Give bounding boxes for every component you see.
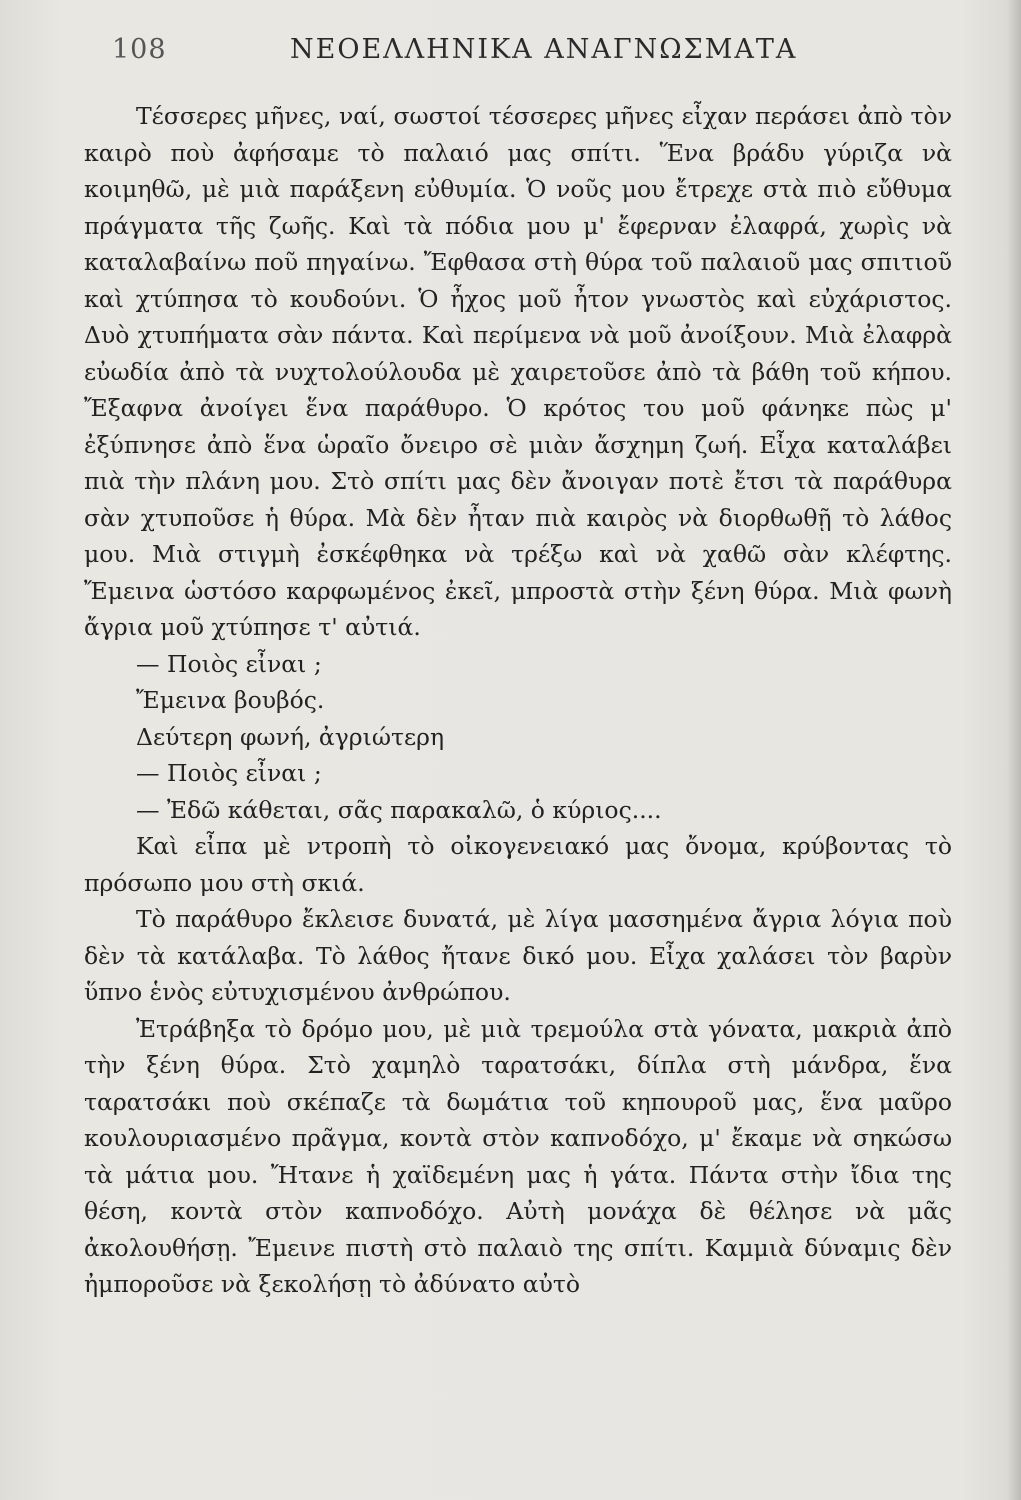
body-text xyxy=(84,98,952,1303)
running-head xyxy=(0,34,1021,74)
paragraph: Καὶ εἶπα μὲ ντροπὴ τὸ οἰκογενειακό μας ὄνομα, κρύβοντας τὸ πρόσωπο μου στὴ σκιά. xyxy=(84,832,952,897)
page-number: 108 xyxy=(112,34,167,65)
running-title: ΝΕΟΕΛΛΗΝΙΚΑ ΑΝΑΓΝΩΣΜΑΤΑ xyxy=(290,34,798,65)
dialogue-line: Δεύτερη φωνή, ἀγριώτερη xyxy=(136,722,445,751)
dialogue-line: — Ἐδῶ κάθεται, σᾶς παρακαλῶ, ὁ κύριος.... xyxy=(136,795,662,824)
paragraph: Τὸ παράθυρο ἔκλεισε δυνατά, μὲ λίγα μασσημένα ἄγρια λόγια ποὺ δὲν τὰ κατάλαβα. Τὸ λάθος ἤτανε δικό μου. Εἶχα χαλάσει τὸν βαρὺν ὕπνο ἑνὸς εὐτυχισμένου ἀνθρώπου. xyxy=(84,905,952,1006)
paragraph: Τέσσερες μῆνες, ναί, σωστοί τέσσερες μῆνες εἶχαν περάσει ἀπὸ τὸν καιρὸ ποὺ ἀφήσαμε τὸ παλαιό μας σπίτι. Ἕνα βράδυ γύριζα νὰ κοιμηθῶ, μὲ μιὰ παράξενη εὐθυμία. Ὁ νοῦς μου ἔτρεχε στὰ πιὸ εὔθυμα πράγματα τῆς ζωῆς. Καὶ τὰ πόδια μου μ' ἔφερναν ἐλαφρά, χωρὶς νὰ καταλαβαίνω ποῦ πηγαίνω. Ἔφθασα στὴ θύρα τοῦ παλαιοῦ μας σπιτιοῦ καὶ χτύπησα τὸ κουδούνι. Ὁ ἦχος μοῦ ἦτον γνωστὸς καὶ εὐχάριστος. Δυὸ χτυπήματα σὰν πάντα. Καὶ περίμενα νὰ μοῦ ἀνοίξουν. Μιὰ ἐλαφρὰ εὐωδία ἀπὸ τὰ νυχτολούλουδα μὲ χαιρετοῦσε ἀπὸ τὰ βάθη τοῦ κήπου. Ἔξαφνα ἀνοίγει ἕνα παράθυρο. Ὁ κρότος του μοῦ φάνηκε πὼς μ' ἐξύπνησε ἀπὸ ἕνα ὡραῖο ὄνειρο σὲ μιὰν ἄσχημη ζωή. Εἶχα καταλάβει πιὰ τὴν πλάνη μου. Στὸ σπίτι μας δὲν ἄνοιγαν ποτὲ ἔτσι τὰ παράθυρα σὰν χτυποῦσε ἡ θύρα. Μὰ δὲν ἦταν πιὰ καιρὸς νὰ διορθωθῇ τὸ λάθος μου. Μιὰ στιγμὴ ἐσκέφθηκα νὰ τρέξω καὶ νὰ χαθῶ σὰν κλέφτης. Ἔμεινα ὡστόσο καρφωμένος ἐκεῖ, μπροστὰ στὴν ξένη θύρα. Μιὰ φωνὴ ἄγρια μοῦ χτύπησε τ' αὐτιά. xyxy=(84,102,952,641)
page-edge-shadow xyxy=(1007,0,1021,1500)
dialogue-line: — Ποιὸς εἶναι ; xyxy=(136,759,322,787)
paragraph: Ἐτράβηξα τὸ δρόμο μου, μὲ μιὰ τρεμούλα στὰ γόνατα, μακριὰ ἀπὸ τὴν ξένη θύρα. Στὸ χαμηλὸ ταρατσάκι, δίπλα στὴ μάνδρα, ἕνα ταρατσάκι ποὺ σκέπαζε τὰ δωμάτια τοῦ κηπουροῦ μας, ἕνα μαῦρο κουλουριασμένο πρᾶγμα, κοντὰ στὸν καπνοδόχο, μ' ἔκαμε νὰ σηκώσω τὰ μάτια μου. Ἤτανε ἡ χαϊδεμένη μας ἡ γάτα. Πάντα στὴν ἴδια της θέση, κοντὰ στὸν καπνοδόχο. Αὐτὴ μονάχα δὲ θέλησε νὰ μᾶς ἀκολουθήσῃ. Ἔμεινε πιστὴ στὸ παλαιὸ της σπίτι. Καμμιὰ δύναμις δὲν ἠμποροῦσε νὰ ξεκολήσῃ τὸ ἀδύνατο αὐτὸ xyxy=(84,1014,952,1298)
dialogue-line: — Ποιὸς εἶναι ; xyxy=(136,649,322,678)
dialogue-line: Ἔμεινα βουβός. xyxy=(136,686,325,714)
